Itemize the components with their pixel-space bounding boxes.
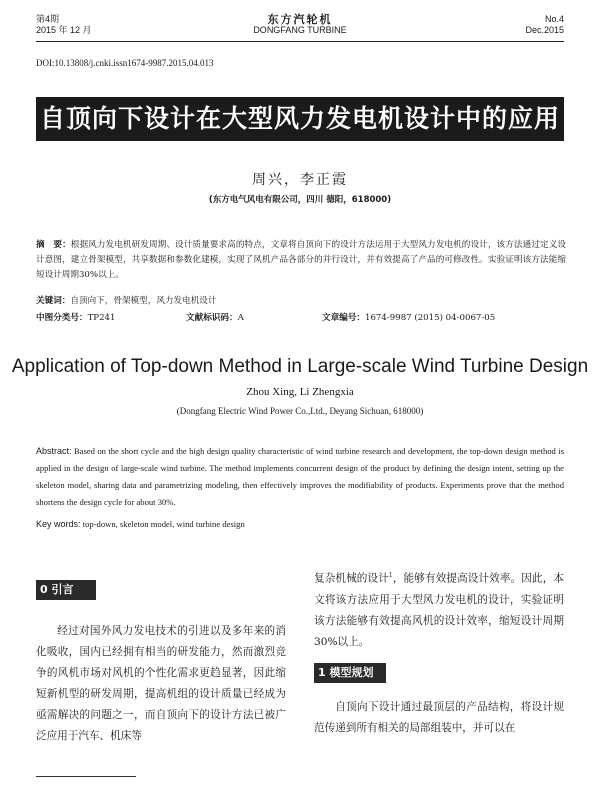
abstract-cn-text: 根据风力发电机研发周期、设计质量要求高的特点，文章将自顶向下的设计方法运用于大型风力发电机的设计，该方法通过定义设计意图，建立骨架模型，共享数据和参数化建模，实现了风机产品各部分的并行设计，并有效提高了产品的可修改性。实验证明该方法能缩短设计周期30%以上。 — [36, 240, 566, 280]
journal-name-cn: 东方汽轮机 — [267, 13, 333, 26]
keywords-cn-label: 关键词： — [36, 296, 71, 306]
issue-cn: 第4期 — [36, 14, 60, 24]
footnote-rule — [36, 776, 136, 777]
keywords-en-label: Key words: — [36, 519, 81, 529]
section-1-heading: 1 模型规划 — [314, 663, 386, 683]
affiliation-cn: (东方电气风电有限公司，四川 德阳，618000) — [208, 195, 392, 205]
document-code — [186, 311, 244, 325]
header-issue-en — [525, 14, 564, 36]
clc-value: TP241 — [87, 313, 116, 323]
date-cn: 2015 年 12 月 — [36, 25, 92, 35]
section-1-paragraph: 自顶向下设计通过最顶层的产品结构，将设计规范传递到所有相关的局部组装中，并可以在 — [314, 700, 564, 734]
abstract-en-text: Based on the short cycle and the high design quality characteristic of wind turbine research and development, the top-down design method is applied in the design of large-scale wind turbine. The method implements concurrent design of the product by defining the design intent, setting up the skeleton model, sharing data and parametrizing modeling, then effectively improves the modifiability of products. Experiments prove that the method shortens the design cycle for about 30%. — [36, 446, 564, 507]
section-0-heading: 0 引言 — [36, 580, 96, 600]
clc-number — [36, 311, 116, 325]
authors-cn: 周兴，李正霞 — [252, 172, 348, 188]
section-0-paragraph: 经过对国外风力发电技术的引进以及多年来的消化吸收，国内已经拥有相当的研发能力，然而激烈竞争的风机市场对风机的个性化需求更趋显著，因此缩短新机型的研发周期，提高机组的设计质量已经成为亟需解决的问题之一，而自顶向下的设计方法已被广泛应用于汽车、机床等 — [36, 625, 286, 742]
issue-en: No.4 — [544, 14, 564, 24]
date-en: Dec.2015 — [525, 25, 564, 35]
body-right-column — [314, 565, 564, 739]
body-left-column — [36, 580, 286, 747]
header-journal — [0, 14, 600, 36]
journal-name-en: DONGFANG TURBINE — [253, 25, 347, 35]
right-paragraph — [314, 565, 564, 653]
doc-label: 文献标识码： — [186, 313, 238, 323]
right-paragraph-a: 复杂机械的设计 — [314, 572, 389, 585]
abstract-en-label: Abstract: — [36, 446, 72, 456]
abstract-en — [36, 443, 564, 511]
article-value: 1674-9987 (2015) 04-0067-05 — [364, 313, 496, 323]
clc-label: 中图分类号： — [36, 313, 88, 323]
header-divider — [36, 41, 564, 42]
doi: DOI:10.13808/j.cnki.issn1674-9987.2015.04.013 — [36, 58, 214, 68]
abstract-cn — [36, 238, 566, 283]
article-label: 文章编号： — [322, 313, 365, 323]
abstract-cn-label: 摘 要： — [36, 240, 71, 250]
affiliation-en: (Dongfang Electric Wind Power Co.,Ltd., Deyang Sichuan, 618000) — [176, 406, 424, 416]
keywords-en-text: top-down, skeleton model, wind turbine design — [82, 519, 245, 529]
title-en: Application of Top-down Method in Large-scale Wind Turbine Design — [11, 356, 589, 377]
keywords-en — [36, 519, 245, 529]
right-paragraph-b: ，能够有效提高设计效率。因此，本文将该方法应用于大型风力发电机的设计，实验证明该方法能够有效提高风机的设计效率，缩短设计周期30%以上。 — [314, 572, 564, 648]
title-cn: 自顶向下设计在大型风力发电机设计中的应用 — [36, 97, 564, 141]
authors-en: Zhou Xing, Li Zhengxia — [246, 386, 354, 398]
article-number — [322, 311, 495, 325]
keywords-cn-text: 自顶向下，骨架模型，风力发电机设计 — [70, 296, 217, 306]
reference-marker: 1 — [388, 572, 393, 579]
doc-value: A — [237, 313, 244, 323]
keywords-cn — [36, 294, 217, 308]
